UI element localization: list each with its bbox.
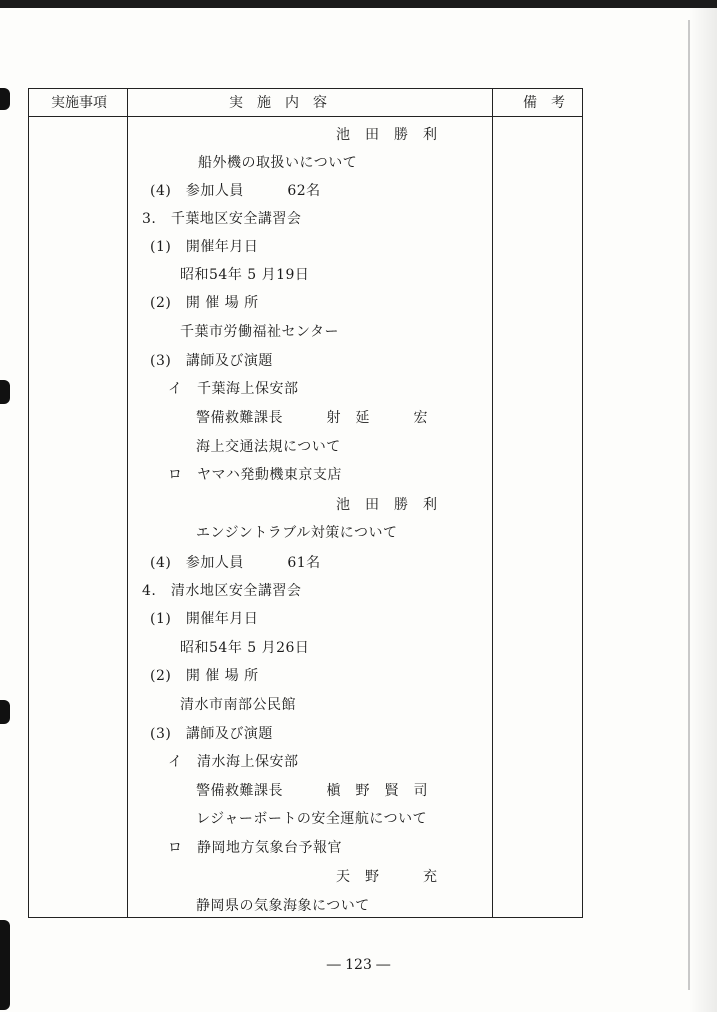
column-divider <box>127 89 128 917</box>
lecture-topic: 海上交通法規について <box>196 439 341 455</box>
column-divider <box>492 89 493 917</box>
lecturer-name: 池 田 勝 利 <box>336 497 438 513</box>
item-date-label: (1) 開催年月日 <box>150 239 259 255</box>
lecturer-org: ロ ヤマハ発動機東京支店 <box>168 467 342 483</box>
page-edge-line <box>688 20 690 990</box>
item-lecturers-label: (3) 講師及び演題 <box>150 353 273 369</box>
section-heading: 3. 千葉地区安全講習会 <box>142 211 302 227</box>
lecture-topic: エンジントラブル対策について <box>196 525 398 541</box>
lecturer-org: ロ 静岡地方気象台予報官 <box>168 840 342 856</box>
participants-count: (4) 参加人員 62名 <box>150 183 321 199</box>
lecturer-title-name: 警備救難課長 槇 野 賢 司 <box>196 783 428 799</box>
lecture-topic: レジャーボートの安全運航について <box>196 811 428 827</box>
lecturer-title-name: 警備救難課長 射 延 宏 <box>196 410 428 426</box>
header-divider <box>29 116 582 117</box>
item-venue-label: (2) 開 催 場 所 <box>150 295 259 311</box>
page-edge-shadow <box>689 8 717 1012</box>
scan-top-edge <box>0 0 717 8</box>
lecturer-name: 天 野 充 <box>336 869 438 885</box>
venue-name: 千葉市労働福祉センター <box>180 324 339 340</box>
lecturer-name: 池 田 勝 利 <box>336 127 438 143</box>
section-heading: 4. 清水地区安全講習会 <box>142 583 302 599</box>
binding-hole-mark <box>0 700 10 724</box>
item-lecturers-label: (3) 講師及び演題 <box>150 726 273 742</box>
event-date: 昭和54年 5 月19日 <box>180 267 310 283</box>
lecture-topic: 船外機の取扱いについて <box>198 155 358 171</box>
lecturer-org: イ 千葉海上保安部 <box>168 381 299 397</box>
item-date-label: (1) 開催年月日 <box>150 611 259 627</box>
item-venue-label: (2) 開 催 場 所 <box>150 668 259 684</box>
venue-name: 清水市南部公民館 <box>180 697 296 713</box>
header-implementation-content: 実 施 内 容 <box>229 95 327 111</box>
header-implementation-item: 実施事項 <box>51 95 107 111</box>
binding-hole-mark <box>0 380 10 404</box>
lecturer-org: イ 清水海上保安部 <box>168 754 299 770</box>
lecture-topic: 静岡県の気象海象について <box>196 898 370 914</box>
event-date: 昭和54年 5 月26日 <box>180 640 310 656</box>
page-number: ― 123 ― <box>326 957 391 973</box>
participants-count: (4) 参加人員 61名 <box>150 555 321 571</box>
header-remarks: 備 考 <box>523 95 565 111</box>
binding-hole-mark <box>0 88 10 110</box>
